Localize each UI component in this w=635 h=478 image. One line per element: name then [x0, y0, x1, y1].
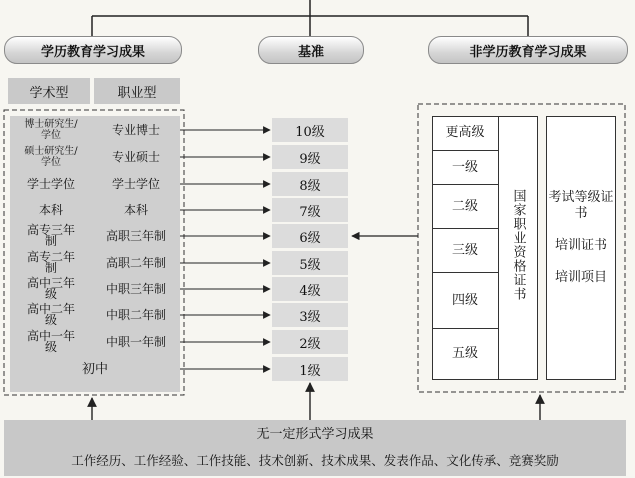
- academic-row-label: 本科: [38, 202, 63, 217]
- vocational-grade-cell: 更高级: [445, 125, 485, 140]
- junior-high-label: 初中: [81, 362, 108, 377]
- training-project-label: 培训项目: [554, 270, 607, 285]
- academic-header-pill: 学历教育学习成果: [4, 36, 182, 64]
- level-box: 4级: [272, 277, 348, 301]
- academic-row-label: 高专二年制: [26, 250, 75, 275]
- level-box: 3级: [272, 303, 348, 327]
- level-box: 2级: [272, 330, 348, 354]
- vocational-row-label: 中职三年制: [105, 282, 166, 296]
- academic-row-label: 高中一年级: [26, 329, 75, 354]
- vocational-grade-cell: 二级: [432, 184, 498, 228]
- informal-title: 无一定形式学习成果: [256, 427, 374, 442]
- academic-row-label: 博士研究生/学位: [24, 119, 78, 141]
- vocational-grade-cell: 四级: [432, 272, 498, 328]
- exam-cert-label: 考试等级证书: [548, 190, 614, 221]
- academic-row-label: 学士学位: [26, 176, 75, 191]
- vocational-row-label: 高职三年制: [105, 229, 166, 243]
- academic-type-header: 学术型: [8, 78, 90, 104]
- informal-items: 工作经历、工作经验、工作技能、技术创新、技术成果、发表作品、文化传承、竞赛奖励: [71, 453, 559, 468]
- vocational-type-header: 职业型: [94, 78, 180, 104]
- level-box: 8级: [272, 172, 348, 196]
- vocational-row-label: 本科: [123, 203, 148, 217]
- vocational-grade-cell: 三级: [432, 228, 498, 272]
- vocational-row-label: 学士学位: [111, 177, 160, 191]
- academic-row-label: 高中三年级: [26, 276, 75, 301]
- vocational-grade-cell: 一级: [432, 150, 498, 184]
- level-box: 7级: [272, 198, 348, 222]
- academic-row-label: 高专三年制: [26, 223, 75, 248]
- level-box: 5级: [272, 251, 348, 275]
- level-box: 1级: [272, 357, 348, 381]
- academic-row-label: 高中二年级: [26, 302, 75, 327]
- vocational-grade-cell: 五级: [432, 328, 498, 378]
- vocational-row-label: 高职二年制: [105, 256, 166, 270]
- vocational-row-label: 中职二年制: [105, 308, 166, 322]
- vocational-row-label: 专业博士: [111, 123, 160, 137]
- level-box: 6级: [272, 224, 348, 248]
- level-box: 9级: [272, 145, 348, 169]
- level-box: 10级: [272, 118, 348, 142]
- vocational-row-label: 专业硕士: [111, 150, 160, 164]
- standard-header-pill: 基准: [258, 36, 364, 64]
- training-cert-label: 培训证书: [554, 238, 607, 253]
- vocational-row-label: 中职一年制: [105, 335, 166, 349]
- national-cert-label: 国家职业资格证书: [510, 189, 526, 301]
- academic-row-label: 硕士研究生/学位: [24, 146, 78, 168]
- nonacademic-header-pill: 非学历教育学习成果: [428, 36, 628, 64]
